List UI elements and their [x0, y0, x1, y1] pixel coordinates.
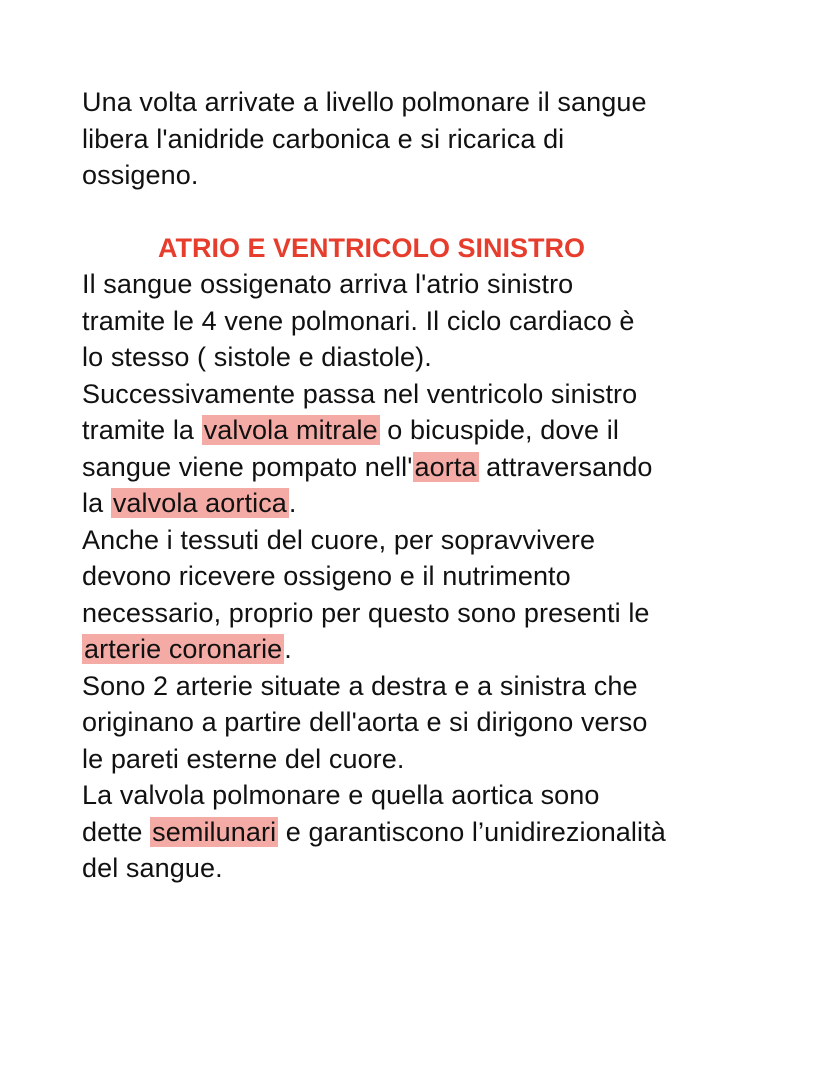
- text-line: Sono 2 arterie situate a destra e a sinistra che: [82, 670, 638, 701]
- text-segment: la: [82, 488, 111, 518]
- text-segment: .: [284, 634, 292, 664]
- text-segment: dette: [82, 816, 151, 847]
- text-line: [82, 449, 782, 486]
- text-line: devono ricevere ossigeno e il nutrimento: [82, 561, 571, 591]
- text-line: del sangue.: [82, 853, 223, 883]
- text-line: Una volta arrivate a livello polmonare il sangue: [82, 87, 647, 117]
- text-segment: attraversando: [478, 451, 653, 482]
- text-line: Il sangue ossigenato arriva l'atrio sinistro: [82, 269, 574, 299]
- intro-paragraph: [82, 84, 782, 194]
- document-page: [82, 84, 782, 887]
- body-paragraph: [82, 266, 782, 887]
- text-line: lo stesso ( sistole e diastole).: [82, 342, 432, 372]
- text-line: [82, 814, 782, 851]
- text-line: La valvola polmonare e quella aortica sono: [82, 780, 600, 810]
- highlighted-term: aorta: [414, 451, 477, 482]
- highlighted-term: arterie coronarie: [84, 634, 283, 664]
- text-line: tramite le 4 vene polmonari. Il ciclo cardiaco è: [82, 305, 635, 336]
- highlighted-term: valvola mitrale: [203, 415, 378, 445]
- text-segment: e garantiscono l’unidirezionalità: [278, 816, 666, 847]
- text-line: Successivamente passa nel ventricolo sinistro: [82, 378, 638, 409]
- text-line: Anche i tessuti del cuore, per sopravvivere: [82, 524, 596, 555]
- text-segment: o bicuspide, dove il: [379, 415, 619, 445]
- text-line: [82, 412, 782, 449]
- section-heading: ATRIO E VENTRICOLO SINISTRO: [158, 232, 586, 263]
- text-line: libera l'anidride carbonica e si ricarica di: [82, 123, 565, 154]
- text-line: le pareti esterne del cuore.: [82, 743, 405, 774]
- text-line: necessario, proprio per questo sono presenti le: [82, 597, 650, 628]
- text-segment: .: [288, 488, 297, 518]
- text-line: [82, 485, 782, 522]
- text-line: ossigeno.: [82, 160, 199, 190]
- text-line: originano a partire dell'aorta e si dirigono verso: [82, 707, 648, 737]
- text-segment: tramite la: [82, 415, 202, 445]
- highlighted-term: semilunari: [152, 816, 277, 847]
- highlighted-term: valvola aortica: [112, 488, 287, 518]
- text-line: [82, 631, 782, 668]
- text-segment: sangue viene pompato nell': [82, 451, 413, 482]
